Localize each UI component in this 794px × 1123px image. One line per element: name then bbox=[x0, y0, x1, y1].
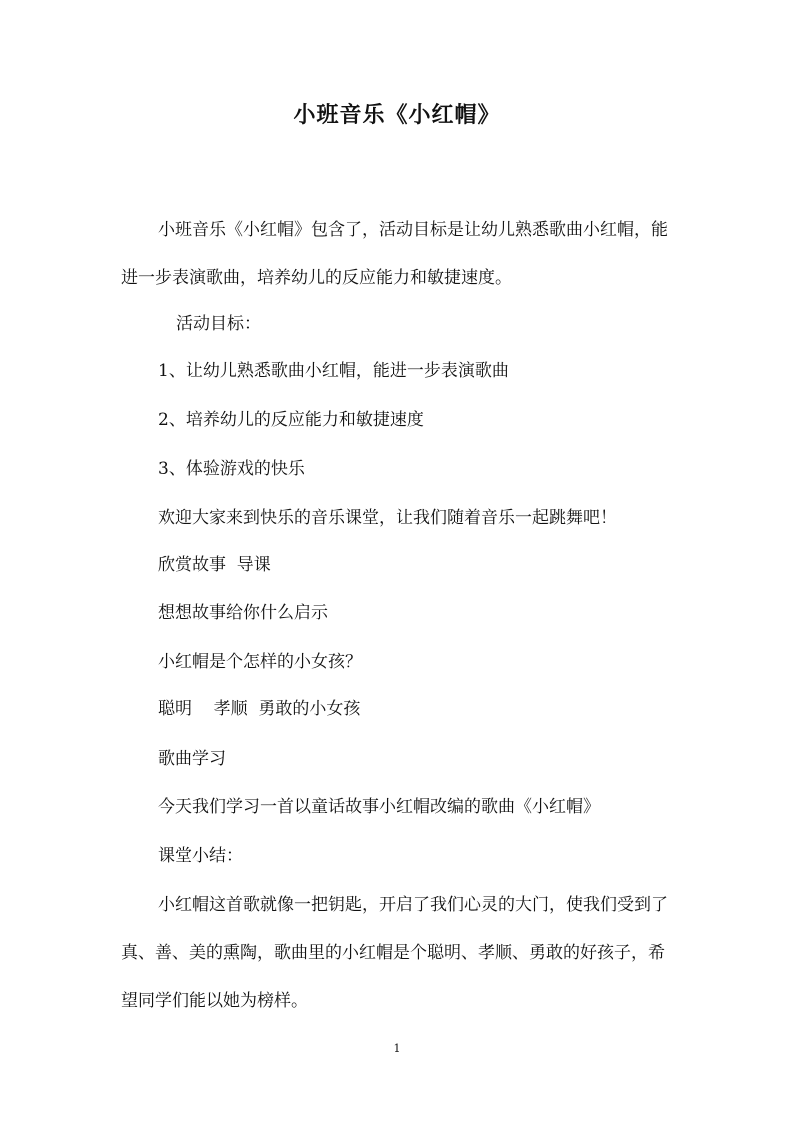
document-title: 小班音乐《小红帽》 bbox=[293, 102, 501, 128]
story-intro-line: 欣赏故事 导课 bbox=[158, 555, 271, 575]
story-question-line: 想想故事给你什么启示 bbox=[158, 603, 328, 623]
character-question-line: 小红帽是个怎样的小女孩？ bbox=[158, 652, 362, 672]
summary-heading: 课堂小结： bbox=[158, 846, 243, 866]
welcome-line: 欢迎大家来到快乐的音乐课堂，让我们随着音乐一起跳舞吧！ bbox=[158, 508, 617, 528]
song-learning-line: 今天我们学习一首以童话故事小红帽改编的歌曲《小红帽》 bbox=[158, 797, 600, 817]
song-learning-heading: 歌曲学习 bbox=[158, 749, 226, 769]
goal-item-1: 1、让幼儿熟悉歌曲小红帽，能进一步表演歌曲 bbox=[158, 361, 509, 381]
goals-heading: 活动目标： bbox=[176, 314, 261, 334]
intro-paragraph: 小班音乐《小红帽》包含了，活动目标是让幼儿熟悉歌曲小红帽，能进一步表演歌曲，培养幼儿的反应能力和敏捷速度。 bbox=[121, 220, 668, 288]
goal-item-3: 3、体验游戏的快乐 bbox=[158, 459, 305, 479]
page-number: 1 bbox=[393, 1042, 401, 1055]
character-answer-line: 聪明 孝顺 勇敢的小女孩 bbox=[158, 699, 361, 719]
summary-paragraph: 小红帽这首歌就像一把钥匙，开启了我们心灵的大门，使我们受到了真、善、美的熏陶，歌曲里的小红帽是个聪明、孝顺、勇敢的好孩子，希望同学们能以她为榜样。 bbox=[121, 895, 668, 1011]
goal-item-2: 2、培养幼儿的反应能力和敏捷速度 bbox=[158, 410, 424, 430]
